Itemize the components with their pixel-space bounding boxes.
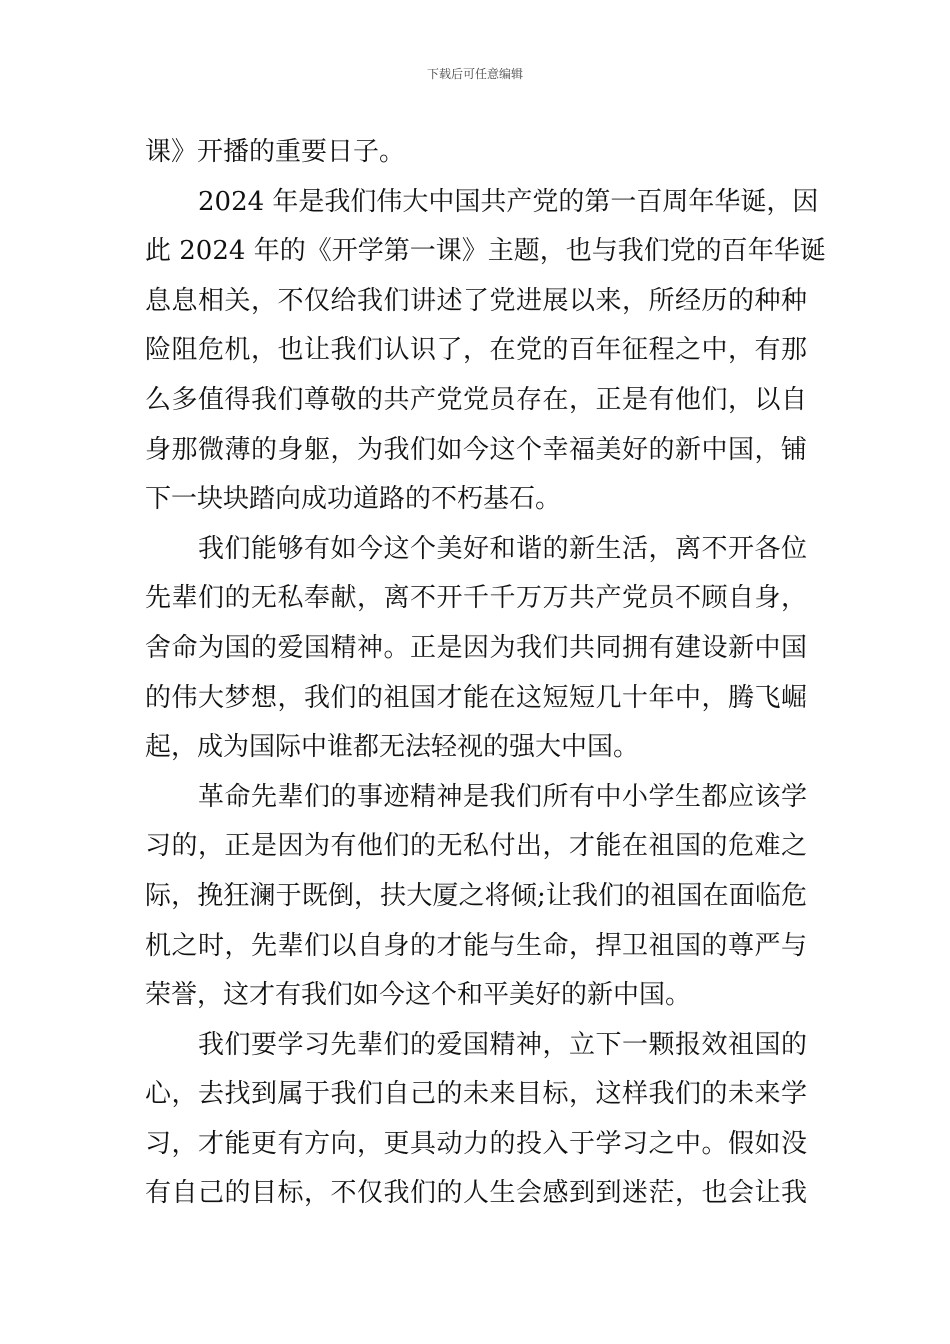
text-line: 机之时，先辈们以自身的才能与生命，捍卫祖国的尊严与 [145, 930, 807, 961]
text-line: 的伟大梦想，我们的祖国才能在这短短几十年中，腾飞崛 [145, 682, 807, 713]
text-line: 革命先辈们的事迹精神是我们所有中小学生都应该学 [198, 781, 807, 812]
text-line: 习，才能更有方向，更具动力的投入于学习之中。假如没 [145, 1128, 807, 1159]
text-line: 起，成为国际中谁都无法轻视的强大中国。 [145, 732, 640, 763]
text-line: 此 2024 年的《开学第一课》主题，也与我们党的百年华诞 [145, 236, 826, 267]
text-line: 课》开播的重要日子。 [145, 137, 406, 167]
text-line: 息息相关，不仅给我们讲述了党进展以来，所经历的种种 [145, 285, 807, 316]
text-line: 身那微薄的身躯，为我们如今这个幸福美好的新中国，铺 [145, 434, 807, 465]
page-header: 下载后可任意编辑 [426, 67, 523, 81]
text-line: 我们能够有如今这个美好和谐的新生活，离不开各位 [198, 533, 807, 564]
text-line: 心，去找到属于我们自己的未来目标，这样我们的未来学 [145, 1079, 807, 1110]
text-line: 际，挽狂澜于既倒，扶大厦之将倾;让我们的祖国在面临危 [145, 880, 807, 911]
text-line: 么多值得我们尊敬的共产党党员存在，正是有他们，以自 [145, 384, 807, 415]
text-line: 险阻危机，也让我们认识了，在党的百年征程之中，有那 [145, 335, 807, 366]
text-line: 有自己的目标，不仅我们的人生会感到到迷茫，也会让我 [145, 1178, 807, 1209]
text-line: 舍命为国的爱国精神。正是因为我们共同拥有建设新中国 [145, 632, 807, 663]
text-line: 下一块块踏向成功道路的不朽基石。 [145, 484, 562, 515]
text-line: 荣誉，这才有我们如今这个和平美好的新中国。 [145, 980, 692, 1011]
text-line: 我们要学习先辈们的爱国精神，立下一颗报效祖国的 [198, 1029, 807, 1060]
text-line: 2024 年是我们伟大中国共产党的第一百周年华诞，因 [198, 186, 819, 217]
document-body [145, 128, 826, 1219]
text-line: 先辈们的无私奉献，离不开千千万万共产党员不顾自身， [145, 583, 807, 614]
text-line: 习的，正是因为有他们的无私付出，才能在祖国的危难之 [145, 831, 807, 862]
